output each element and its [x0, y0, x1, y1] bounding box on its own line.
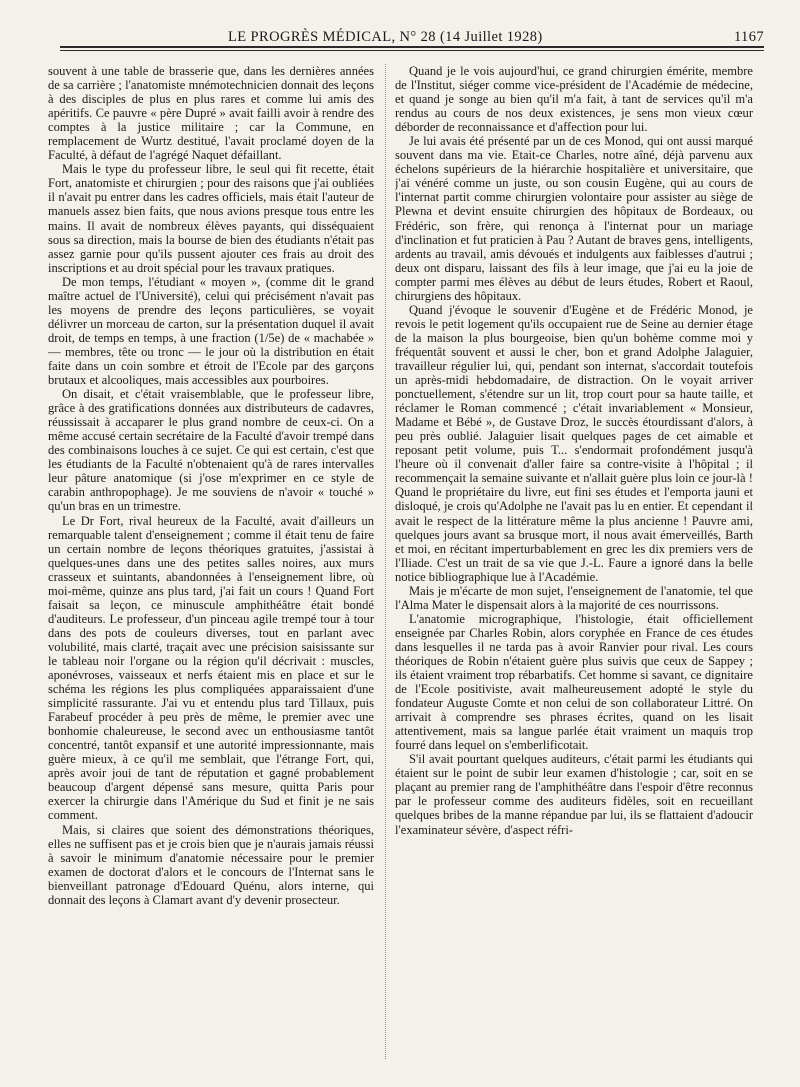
left-column — [48, 64, 374, 1065]
page-number: 1167 — [733, 29, 764, 45]
paragraph: L'anatomie micrographique, l'histologie, était officiellement enseignée par Charles Robin, alors coryphée en France de ces études dans lesquelles il ne tarda pas à avoir Ranvier pour rival. Les cours théoriques de Robin n'étaient guère plus suivis que ceux de Sappey ; ils étaient vraiment trop rébarbatifs. Cet homme si savant, ce dignitaire de l'Ecole positiviste, avait malheureusement adopté le style du fondateur Auguste Comte et non celui de son collaborateur Littré. On arrivait à comprendre ses phrases écrites, quand on les lisait attentivement, mais sa langue parlée était vraiment un maquis trop fourré dans lequel on s'emberlificotait. — [395, 611, 753, 753]
paragraph: Quand j'évoque le souvenir d'Eugène et de Frédéric Monod, je revois le petit logement qu'ils occupaient rue de Seine au dernier étage de la maison la plus bourgeoise, bien qu'un bohème comme moi y fréquentât souvent et aussi le cher, bon et grand Adolphe Jalaguier, travailleur régulier lui, qui, pendant son internat, s'accordait toutefois un après-midi hebdomadaire, de distraction. On le voyait arriver ponctuellement, s'étendre sur un lit, trop court pour sa haute taille, et réclamer le Roman commencé ; c'était invariablement « Monsieur, Madame et Bébé », de Gustave Droz, le succès étourdissant d'alors, à peu près oublié. Jalaguier lisait quelques pages de cet aimable et reposant petit volume, puis T... s'endormait profondément jusqu'à l'heure où il convenait d'aller faire sa contre-visite à l'hôpital ; il recommençait la semaine suivante et n'allait guère plus loin ce jour-là ! Quand le propriétaire du livre, eut fini ses études et l'emporta jauni et disloqué, je crois qu'Adolphe ne l'avait pas lu en entier. Et cependant il avait le respect de la littérature même la plus ancienne ! Pauvre ami, quelques jours avant sa brusque mort, il nous avait émerveillés, Barth et moi, en récitant imperturbablement en grec les dix premiers vers de l'Iliade. C'est un trait de sa vie que J.-L. Faure a ignoré dans la belle notice bibliographique lue à l'Académie. — [395, 302, 753, 584]
paragraph: S'il avait pourtant quelques auditeurs, c'était parmi les étudiants qui étaient sur le point de subir leur examen d'histologie ; car, soit en se plaçant au premier rang de l'amphithéâtre dans l'espoir d'être reconnus par le professeur comme des auditeurs fidèles, soit en recueillant quelques bribes de la manne répandue par lui, ils se flattaient d'adoucir l'examinateur sévère, d'aspect réfri- — [395, 752, 753, 837]
paragraph: Mais je m'écarte de mon sujet, l'enseignement de l'anatomie, tel que l'Alma Mater le dispensait alors à la majorité de ces nourrissons. — [395, 583, 753, 612]
journal-title: LE PROGRÈS MÉDICAL, N° 28 (14 Juillet 1928) — [228, 29, 543, 45]
paragraph: souvent à une table de brasserie que, dans les dernières années de sa carrière ; l'anatomiste mnémotechnicien donnait des leçons à des disciples de plus en plus rares et comme lui amis des apéritifs. Ce pauvre « père Dupré » avait failli avoir à rendre des comptes à la justice militaire ; car la Commune, en remplacement de Wurtz destitué, l'avait proclamé doyen de la Faculté, à défaut de l'agrégé Naquet défaillant. — [48, 64, 374, 163]
paragraph: Mais le type du professeur libre, le seul qui fit recette, était Fort, anatomiste et chirurgien ; pour des raisons que j'ai oubliées il n'avait pu entrer dans les cadres officiels, mais était l'auteur de manuels assez bien faits, que nous avions presque tous entre les mains. Il avait de nombreux élèves payants, qui disséquaient sous sa direction, mais la bourse de bien des étudiants n'était pas assez garnie pour qu'ils pussent ajouter ces frais au droit des inscriptions et au droit spécial pour les travaux pratiques. — [48, 162, 374, 275]
paragraph: Quand je le vois aujourd'hui, ce grand chirurgien émérite, membre de l'Institut, siéger comme vice-président de l'Académie de médecine, et quand je songe au bien qu'il m'a fait, à tant de services qu'il m'a rendus au cours de nos deux existences, je sens mon vieux cœur déborder de reconnaissance et d'affection pour lui. — [395, 64, 753, 135]
header-rule-thin — [60, 50, 764, 51]
paragraph: Mais, si claires que soient des démonstrations théoriques, elles ne suffisent pas et je crois bien que je n'aurais jamais réussi à savoir le minimum d'anatomie nécessaire pour le premier examen de doctorat d'alors et le concours de l'Internat sans le bienveillant patronage d'Edouard Quénu, alors interne, qui donnait des leçons à Clamart avant d'y devenir prosecteur. — [48, 822, 374, 907]
paragraph: Je lui avais été présenté par un de ces Monod, qui ont aussi marqué souvent dans ma vie. Etait-ce Charles, notre aîné, déjà parvenu aux échelons supérieurs de la hiérarchie hospitalière et universitaire, que j'ai vénéré comme un juste, ou son cousin Eugène, qui au cours de l'internat partit comme chirurgien volontaire pour assister au siège de Plewna et devint ensuite chirurgien des hôpitaux de Bordeaux, ou Frédéric, son frère, qui renonça à l'internat pour un mariage d'inclination et fut praticien à Pau ? Autant de braves gens, intelligents, ardents au travail, amis dévoués et indulgents aux faiblesses d'autrui ; deux ont disparu, laissant des fils à leur image, que j'ai eu la joie de compter parmi mes élèves au début de leurs études, Robert et Raoul, chirurgiens des hôpitaux. — [395, 134, 753, 303]
paragraph: On disait, et c'était vraisemblable, que le professeur libre, grâce à des gratifications données aux distributeurs de cadavres, réussissait à accaparer le plus grand nombre de ceux-ci. On a même accusé certain secrétaire de la Faculté d'avoir trempé dans des combinaisons louches à ce sujet. Ce qui est certain, c'est que les étudiants de la Faculté n'obtenaient qu'à de rares intervalles leur pâture anatomique (si j'ose m'exprimer en ce style de carabin anthropophage). Je me souviens de n'avoir « touché » qu'un bras en un trimestre. — [48, 387, 374, 514]
column-divider — [385, 64, 386, 1059]
paragraph: De mon temps, l'étudiant « moyen », (comme dit le grand maître actuel de l'Université), celui qui précisément n'avait pas les moyens de prendre des leçons particulières, se voyait délivrer un morceau de carton, sur la présentation duquel il avait droit, de temps en temps, à une fraction (1/5e) de « machabée » — membres, tête ou tronc — le jour où la distribution en était faite dans un coin sombre et étroit de l'Ecole par des garçons brutaux et alcooliques, mais accessibles aux pourboires. — [48, 274, 374, 388]
header-rule-thick — [60, 46, 764, 48]
right-column — [395, 64, 753, 1065]
paragraph: Le Dr Fort, rival heureux de la Faculté, avait d'ailleurs un remarquable talent d'enseignement ; comme il était tenu de faire un certain nombre de leçons théoriques gratuites, j'assistai à quelques-unes dans une des petites salles noires, aux murs crasseux et suintants, abandonnées à l'enseignement libre, où moi-même, quinze ans plus tard, j'ai fait un cours ! Quand Fort faisait sa leçon, ce minuscule amphithéâtre était bondé d'auditeurs. Le professeur, d'un pinceau agile trempé tour à tour dans des pots de couleurs diverses, tout en parlant avec volubilité, mais clarté, traçait avec une précision saisissante sur le tableau noir l'organe ou la région qu'il décrivait : muscles, aponévroses, vaisseaux et nerfs étaient mis en place et sur le schéma les régions les plus compliquées apparaissaient d'une simplicité rassurante. J'ai vu et entendu plus tard Tillaux, puis Farabeuf procéder à peu près de même, le premier avec une bonhomie chaleureuse, le second avec un enthousiasme tantôt concentré, tantôt expansif et une autorité impressionnante, mais guère mieux, à ce qu'il me semblait, que l'étrange Fort, qui, après avoir joui de tant de réputation et gagné probablement beaucoup d'argent dépensé sans mesure, quitta Paris pour exercer la chirurgie dans l'Amérique du Sud et finit je ne sais comment. — [48, 513, 374, 823]
